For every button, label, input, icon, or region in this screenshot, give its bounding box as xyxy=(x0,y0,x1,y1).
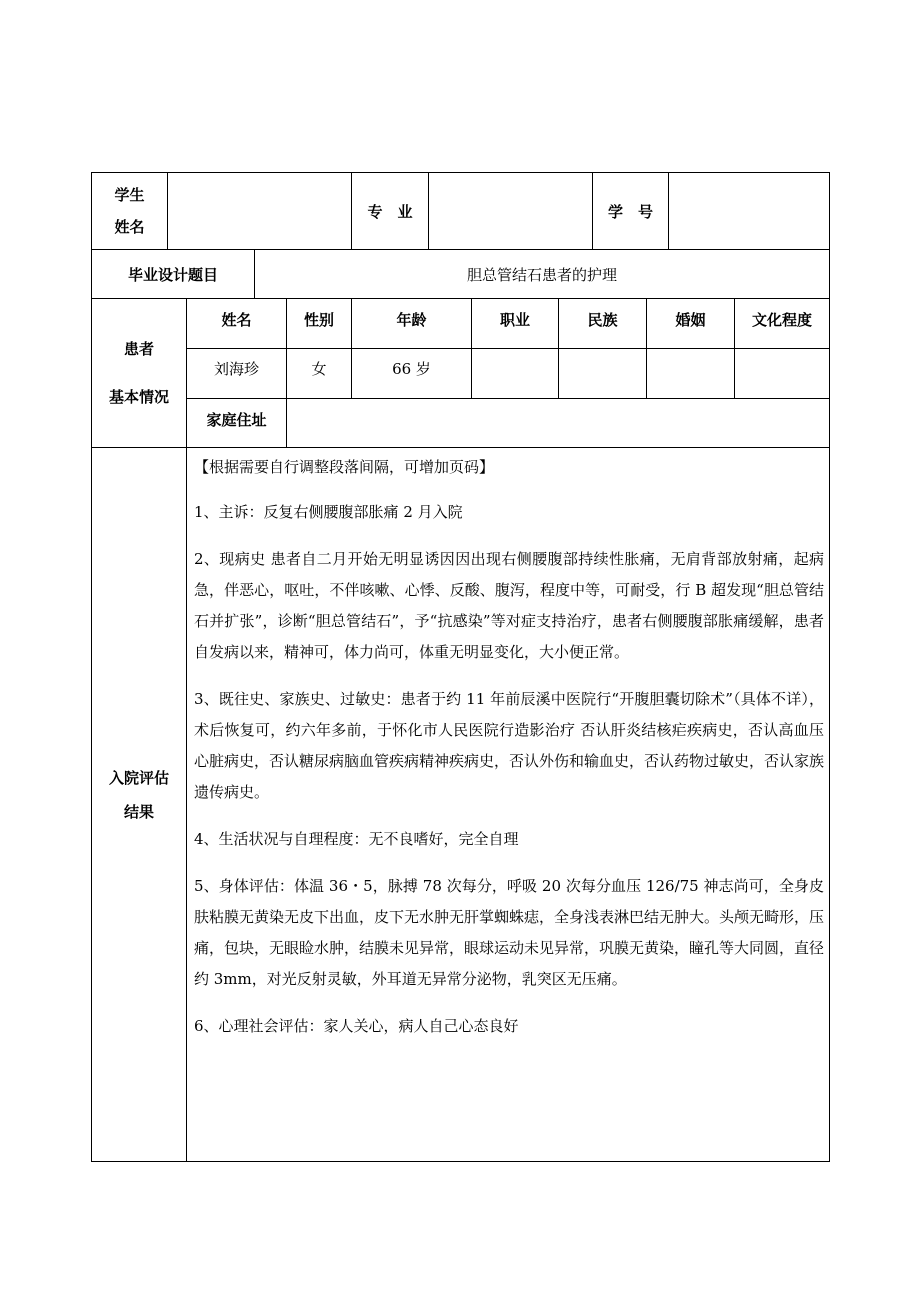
header-ethnicity: 民族 xyxy=(587,310,618,329)
assessment-content xyxy=(194,452,824,1058)
header-name: 姓名 xyxy=(221,310,252,329)
border-right xyxy=(829,172,830,1162)
value-name: 刘海珍 xyxy=(213,359,259,378)
topic-label: 毕业设计题目 xyxy=(127,265,218,284)
assessment-item-physical-exam: 5、身体评估：体温 36・5，脉搏 78 次每分，呼吸 20 次每分血压 126/75 神志尚可，全身皮肤粘膜无黄染无皮下出血，皮下无水肿无肝掌蜘蛛痣，全身浅表淋巴结无肿大。头颅无畸形，压痛，包块，无眼睑水肿，结膜未见异常，眼球运动未见异常，巩膜无黄染，瞳孔等大同圆，直径约 3mm，对光反射灵敏，外耳道无异常分泌物，乳突区无压痛。 xyxy=(194,877,825,988)
student-name-field[interactable] xyxy=(168,173,351,249)
address-field[interactable] xyxy=(287,399,829,447)
student-name-label xyxy=(92,173,167,249)
value-age: 66 岁 xyxy=(392,359,431,378)
assessment-section-label xyxy=(92,760,186,830)
value-marital[interactable] xyxy=(647,349,734,398)
header-occupation: 职业 xyxy=(499,310,530,329)
assessment-item-present-illness: 2、现病史 患者自二月开始无明显诱因因出现右侧腰腹部持续性胀痛，无肩背部放射痛，起病急，伴恶心，呕吐，不伴咳嗽、心悸、反酸、腹泻，程度中等，可耐受，行 B 超发现“胆总管结石并扩张”，诊断“胆总管结石”，予“抗感染”等对症支持治疗，患者右侧腰腹部胀痛缓解，患者自发病以来，精神可，体力尚可，体重无明显变化，大小便正常。 xyxy=(194,550,824,661)
student-id-label: 学 号 xyxy=(607,202,653,221)
label-line: 结果 xyxy=(123,803,154,821)
value-occupation[interactable] xyxy=(472,349,558,398)
label-line: 学生 xyxy=(114,186,145,204)
header-gender: 性别 xyxy=(303,310,334,329)
header-marital: 婚姻 xyxy=(675,310,706,329)
value-ethnicity[interactable] xyxy=(559,349,646,398)
row-divider xyxy=(91,447,830,448)
label-line: 患者 xyxy=(123,340,154,358)
student-id-field[interactable] xyxy=(669,173,829,249)
major-field[interactable] xyxy=(429,173,592,249)
label-line: 入院评估 xyxy=(108,769,169,787)
address-label: 家庭住址 xyxy=(206,410,267,429)
major-label: 专 业 xyxy=(367,202,413,221)
topic-value: 胆总管结石患者的护理 xyxy=(466,265,617,284)
patient-section-label xyxy=(92,299,186,447)
value-education[interactable] xyxy=(735,349,829,398)
label-line: 基本情况 xyxy=(108,388,169,406)
header-age: 年龄 xyxy=(396,310,427,329)
assessment-item-psychosocial: 6、心理社会评估：家人关心，病人自己心态良好 xyxy=(194,1017,519,1035)
assessment-item-lifestyle: 4、生活状况与自理程度：无不良嗜好，完全自理 xyxy=(194,830,519,848)
border-bottom xyxy=(91,1161,830,1162)
value-gender: 女 xyxy=(311,359,327,378)
label-line: 姓名 xyxy=(114,218,145,236)
header-education: 文化程度 xyxy=(751,310,812,329)
assessment-item-history: 3、既往史、家族史、过敏史：患者于约 11 年前辰溪中医院行“开腹胆囊切除术”（具体不详），术后恢复可，约六年多前，于怀化市人民医院行造影治疗 否认肝炎结核疟疾病史，否认高血压心脏病史，否认糖尿病脑血管疾病精神疾病史，否认外伤和输血史，否认药物过敏史，否认家族遗传病史。 xyxy=(194,690,825,801)
assessment-note: 【根据需要自行调整段落间隔，可增加页码】 xyxy=(194,458,495,476)
assessment-item-chief-complaint: 1、主诉：反复右侧腰腹部胀痛 2 月入院 xyxy=(194,503,463,521)
